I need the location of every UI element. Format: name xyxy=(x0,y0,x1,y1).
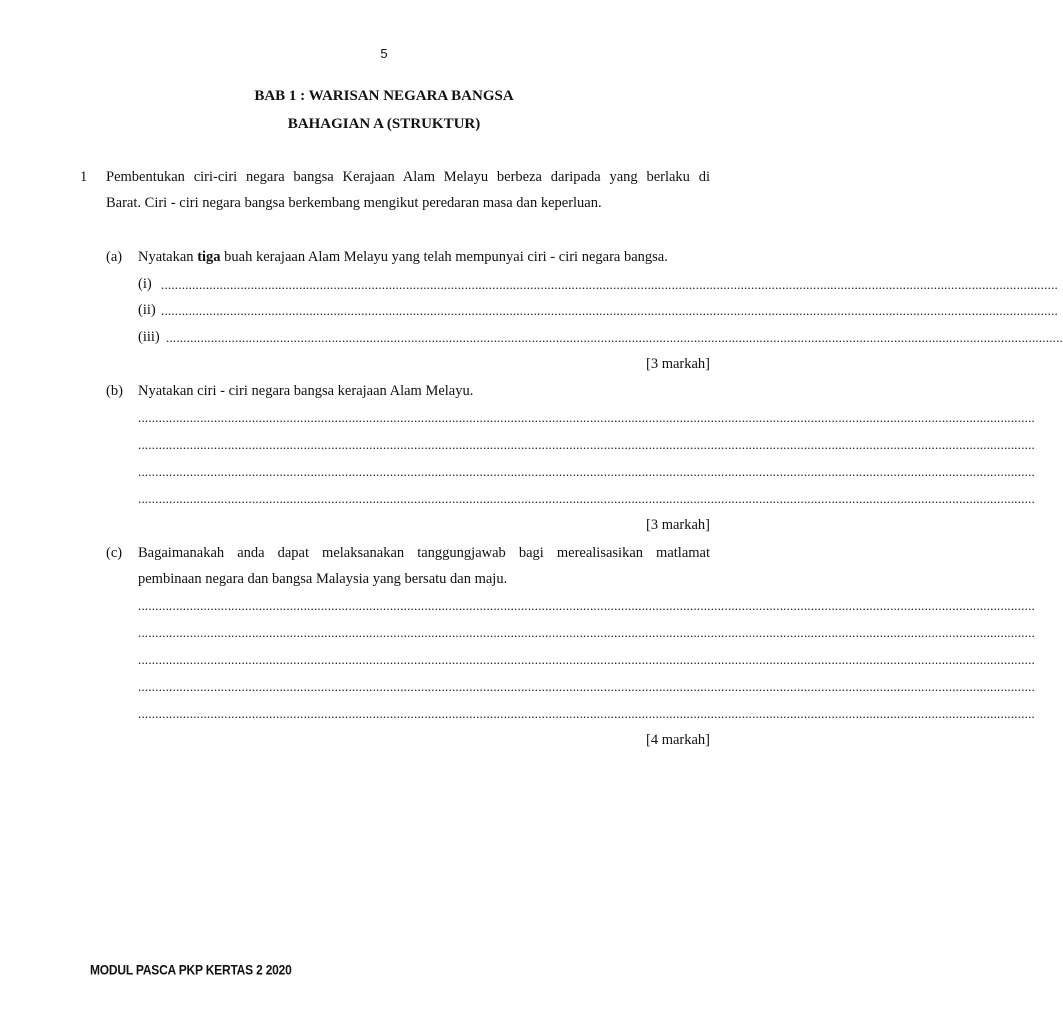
answer-line-b-3[interactable]: .................................................................................................................................................................................................................................................................... xyxy=(138,464,1035,479)
answer-line-a-ii[interactable]: .................................................................................................................................................................................................................................................................... xyxy=(161,303,1058,318)
part-a-text-before: Nyatakan xyxy=(138,249,198,265)
part-b-question: Nyatakan ciri - ciri negara bangsa kerajaan Alam Melayu. xyxy=(138,383,474,399)
part-c-question-line-2: pembinaan negara dan bangsa Malaysia yang bersatu dan maju. xyxy=(138,571,508,587)
answer-line-c-4[interactable]: .................................................................................................................................................................................................................................................................... xyxy=(138,679,1035,694)
part-a-text-after: buah kerajaan Alam Melayu yang telah mempunyai ciri - ciri negara bangsa. xyxy=(220,249,668,265)
answer-line-b-4[interactable]: .................................................................................................................................................................................................................................................................... xyxy=(138,491,1035,506)
answer-line-a-i[interactable]: .................................................................................................................................................................................................................................................................... xyxy=(161,277,1058,292)
part-c-marks: [4 markah] xyxy=(645,732,710,748)
question-number: 1 xyxy=(80,169,88,185)
page-number: 5 xyxy=(380,46,388,61)
part-b-label: (b) xyxy=(106,383,123,399)
part-a-marks: [3 markah] xyxy=(645,356,710,372)
question-stem-line-1: Pembentukan ciri-ciri negara bangsa Kerajaan Alam Melayu berbeza daripada yang berlaku di xyxy=(106,169,710,185)
part-a-text-bold: tiga xyxy=(197,249,221,265)
part-a-label: (a) xyxy=(106,249,123,265)
part-a-item-ii-label: (ii) xyxy=(138,302,156,318)
question-stem-line-2: Barat. Ciri - ciri negara bangsa berkembang mengikut peredaran masa dan keperluan. xyxy=(106,195,602,211)
part-c-question-line-1: Bagaimanakah anda dapat melaksanakan tanggungjawab bagi merealisasikan matlamat xyxy=(138,545,710,561)
answer-line-b-1[interactable]: .................................................................................................................................................................................................................................................................... xyxy=(138,410,1035,425)
part-c-label: (c) xyxy=(106,545,123,561)
answer-line-a-iii[interactable]: .................................................................................................................................................................................................................................................................... xyxy=(166,330,1063,345)
part-a-item-iii-label: (iii) xyxy=(138,329,160,345)
chapter-heading: BAB 1 : WARISAN NEGARA BANGSA xyxy=(254,88,514,104)
part-a-item-i-label: (i) xyxy=(138,276,152,292)
footer-module-title: MODUL PASCA PKP KERTAS 2 2020 xyxy=(90,962,292,979)
answer-line-c-3[interactable]: .................................................................................................................................................................................................................................................................... xyxy=(138,652,1035,667)
answer-line-b-2[interactable]: .................................................................................................................................................................................................................................................................... xyxy=(138,437,1035,452)
part-a-question xyxy=(138,249,668,266)
answer-line-c-5[interactable]: .................................................................................................................................................................................................................................................................... xyxy=(138,706,1035,721)
answer-line-c-1[interactable]: .................................................................................................................................................................................................................................................................... xyxy=(138,598,1035,613)
answer-line-c-2[interactable]: .................................................................................................................................................................................................................................................................... xyxy=(138,625,1035,640)
section-heading: BAHAGIAN A (STRUKTUR) xyxy=(287,116,481,132)
part-b-marks: [3 markah] xyxy=(645,517,710,533)
